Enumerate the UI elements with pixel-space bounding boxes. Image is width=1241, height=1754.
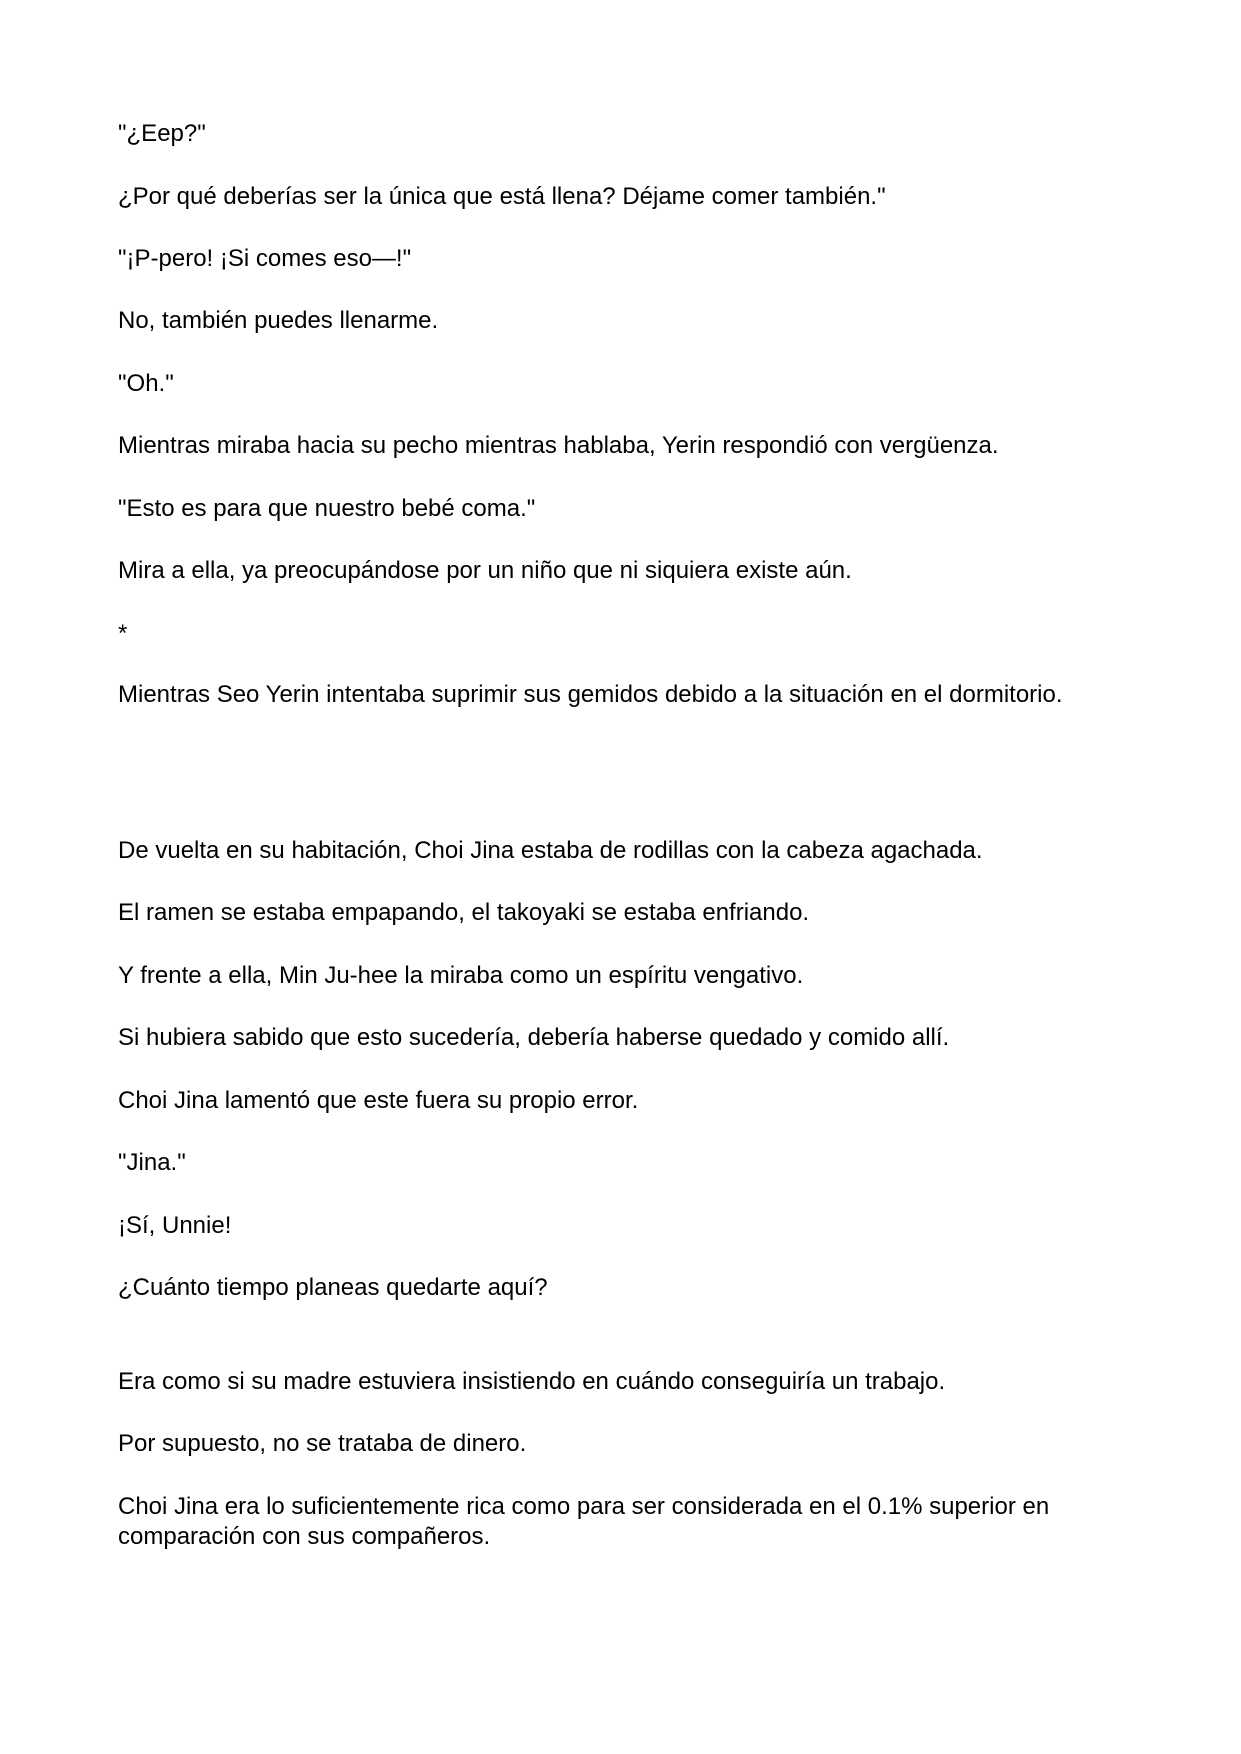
paragraph-2: ¿Por qué deberías ser la única que está llena? Déjame comer también." xyxy=(118,183,886,210)
paragraph-19: Era como si su madre estuviera insistiendo en cuándo conseguiría un trabajo. xyxy=(118,1368,946,1395)
paragraph-4: No, también puedes llenarme. xyxy=(118,307,439,334)
paragraph-10: Mientras Seo Yerin intentaba suprimir sus gemidos debido a la situación en el dormitorio. xyxy=(118,681,1063,708)
paragraph-13: Y frente a ella, Min Ju-hee la miraba como un espíritu vengativo. xyxy=(118,962,804,989)
paragraph-17: ¡Sí, Unnie! xyxy=(118,1212,232,1239)
paragraph-12: El ramen se estaba empapando, el takoyaki se estaba enfriando. xyxy=(118,899,810,926)
paragraph-20: Por supuesto, no se trataba de dinero. xyxy=(118,1430,527,1457)
paragraph-21: Choi Jina era lo suficientemente rica como para ser considerada en el 0.1% superior en comparación con sus compañeros. xyxy=(118,1493,1056,1550)
paragraph-11: De vuelta en su habitación, Choi Jina estaba de rodillas con la cabeza agachada. xyxy=(118,837,983,864)
paragraph-1: "¿Eep?" xyxy=(118,120,206,147)
paragraph-7: "Esto es para que nuestro bebé coma." xyxy=(118,495,536,522)
paragraph-6: Mientras miraba hacia su pecho mientras hablaba, Yerin respondió con vergüenza. xyxy=(118,432,999,459)
paragraph-5: "Oh." xyxy=(118,370,174,397)
paragraph-16: "Jina." xyxy=(118,1149,186,1176)
paragraph-9: * xyxy=(118,620,128,647)
paragraph-14: Si hubiera sabido que esto sucedería, debería haberse quedado y comido allí. xyxy=(118,1024,950,1051)
paragraph-15: Choi Jina lamentó que este fuera su propio error. xyxy=(118,1087,639,1114)
paragraph-18: ¿Cuánto tiempo planeas quedarte aquí? xyxy=(118,1274,548,1301)
paragraph-3: "¡P-pero! ¡Si comes eso—!" xyxy=(118,245,412,272)
paragraph-8: Mira a ella, ya preocupándose por un niño que ni siquiera existe aún. xyxy=(118,557,852,584)
